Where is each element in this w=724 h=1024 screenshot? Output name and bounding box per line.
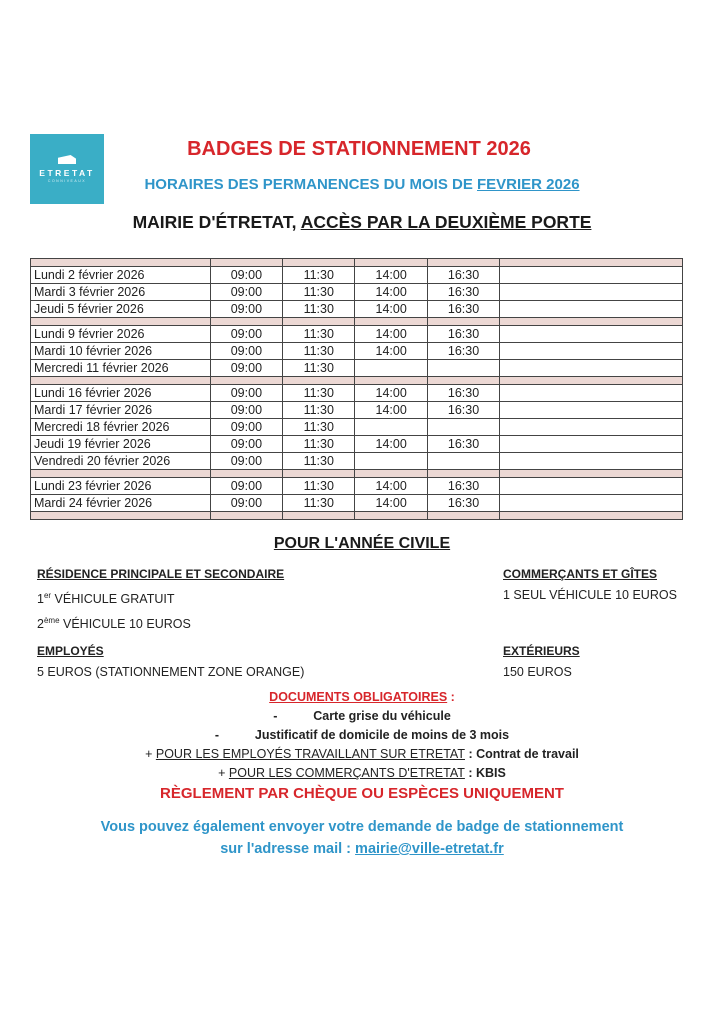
morning-end-cell: 11:30 bbox=[283, 284, 355, 301]
week-separator-row bbox=[31, 512, 683, 520]
afternoon-start-cell: 14:00 bbox=[355, 343, 427, 360]
morning-start-cell: 09:00 bbox=[210, 343, 282, 360]
commercants-heading: COMMERÇANTS ET GÎTES bbox=[503, 567, 658, 581]
separator-cell bbox=[500, 512, 683, 520]
morning-start-cell: 09:00 bbox=[210, 495, 282, 512]
table-row bbox=[31, 495, 683, 512]
notes-cell bbox=[500, 453, 683, 470]
week-separator-row bbox=[31, 377, 683, 385]
date-cell: Lundi 16 février 2026 bbox=[31, 385, 211, 402]
afternoon-start-cell: 14:00 bbox=[355, 385, 427, 402]
notes-cell bbox=[500, 360, 683, 377]
ordinal-suffix: er bbox=[43, 591, 52, 600]
separator-cell bbox=[355, 377, 427, 385]
page-subtitle bbox=[0, 176, 724, 193]
notes-cell bbox=[500, 478, 683, 495]
morning-start-cell: 09:00 bbox=[210, 402, 282, 419]
plus-prefix: + bbox=[145, 747, 156, 761]
table-row bbox=[31, 385, 683, 402]
ordinal: 2 bbox=[37, 617, 44, 632]
separator-cell bbox=[283, 512, 355, 520]
employes-heading: EMPLOYÉS bbox=[37, 644, 104, 658]
table-row bbox=[31, 478, 683, 495]
date-cell: Jeudi 5 février 2026 bbox=[31, 301, 211, 318]
afternoon-end-cell: 16:30 bbox=[427, 436, 499, 453]
morning-end-cell: 11:30 bbox=[283, 453, 355, 470]
document-item-2 bbox=[0, 726, 724, 745]
morning-start-cell: 09:00 bbox=[210, 436, 282, 453]
morning-start-cell: 09:00 bbox=[210, 453, 282, 470]
employes-block bbox=[37, 641, 304, 683]
document-item-1 bbox=[0, 707, 724, 726]
separator-cell bbox=[210, 470, 282, 478]
morning-end-cell: 11:30 bbox=[283, 495, 355, 512]
afternoon-end-cell bbox=[427, 360, 499, 377]
contact-line-2 bbox=[0, 838, 724, 860]
commercants-block bbox=[503, 564, 677, 606]
dash-bullet: - bbox=[214, 728, 220, 742]
date-cell: Mardi 24 février 2026 bbox=[31, 495, 211, 512]
documents-heading bbox=[0, 688, 724, 707]
separator-cell bbox=[500, 259, 683, 267]
separator-cell bbox=[31, 318, 211, 326]
document-item-1-text: Carte grise du véhicule bbox=[313, 709, 451, 723]
morning-end-cell: 11:30 bbox=[283, 436, 355, 453]
morning-end-cell: 11:30 bbox=[283, 326, 355, 343]
separator-cell bbox=[31, 470, 211, 478]
ordinal-suffix: ème bbox=[43, 616, 60, 626]
afternoon-start-cell: 14:00 bbox=[355, 301, 427, 318]
notes-cell bbox=[500, 284, 683, 301]
separator-cell bbox=[427, 512, 499, 520]
morning-start-cell: 09:00 bbox=[210, 284, 282, 301]
afternoon-end-cell: 16:30 bbox=[427, 284, 499, 301]
separator-cell bbox=[210, 259, 282, 267]
location-access: ACCÈS PAR LA DEUXIÈME PORTE bbox=[300, 212, 592, 232]
afternoon-end-cell: 16:30 bbox=[427, 385, 499, 402]
ordinal: 1 bbox=[37, 592, 44, 607]
document-employes bbox=[0, 745, 724, 764]
separator-cell bbox=[355, 318, 427, 326]
afternoon-end-cell: 16:30 bbox=[427, 343, 499, 360]
separator-cell bbox=[427, 259, 499, 267]
separator-cell bbox=[210, 512, 282, 520]
date-cell: Mardi 3 février 2026 bbox=[31, 284, 211, 301]
table-row bbox=[31, 267, 683, 284]
document-item-2-text: Justificatif de domicile de moins de 3 mois bbox=[254, 728, 510, 742]
notes-cell bbox=[500, 402, 683, 419]
subtitle-prefix: HORAIRES DES PERMANENCES DU MOIS DE bbox=[144, 176, 477, 193]
morning-start-cell: 09:00 bbox=[210, 419, 282, 436]
documents-heading-text: DOCUMENTS OBLIGATOIRES bbox=[269, 690, 448, 704]
afternoon-end-cell: 16:30 bbox=[427, 495, 499, 512]
week-separator-row bbox=[31, 470, 683, 478]
separator-cell bbox=[500, 318, 683, 326]
documents-section bbox=[0, 688, 724, 805]
separator-cell bbox=[283, 377, 355, 385]
payment-notice: RÈGLEMENT PAR CHÈQUE OU ESPÈCES UNIQUEMENT bbox=[160, 785, 564, 802]
commercants-text: 1 SEUL VÉHICULE 10 EUROS bbox=[503, 588, 677, 602]
subtitle-month: FEVRIER 2026 bbox=[477, 176, 580, 193]
table-row bbox=[31, 301, 683, 318]
table-row bbox=[31, 326, 683, 343]
morning-start-cell: 09:00 bbox=[210, 301, 282, 318]
afternoon-start-cell: 14:00 bbox=[355, 495, 427, 512]
morning-start-cell: 09:00 bbox=[210, 360, 282, 377]
residence-line-1-text: VÉHICULE GRATUIT bbox=[51, 592, 175, 607]
date-cell: Mardi 10 février 2026 bbox=[31, 343, 211, 360]
contact-section bbox=[0, 816, 724, 860]
afternoon-end-cell: 16:30 bbox=[427, 402, 499, 419]
residence-line-2-text: VÉHICULE 10 EUROS bbox=[59, 617, 191, 632]
logo-name: ETRETAT bbox=[39, 168, 95, 178]
afternoon-start-cell: 14:00 bbox=[355, 284, 427, 301]
notes-cell bbox=[500, 301, 683, 318]
logo-tagline: CONNIVEAUX bbox=[47, 179, 87, 183]
afternoon-start-cell bbox=[355, 419, 427, 436]
separator-cell bbox=[355, 259, 427, 267]
morning-end-cell: 11:30 bbox=[283, 267, 355, 284]
separator-cell bbox=[283, 470, 355, 478]
afternoon-end-cell: 16:30 bbox=[427, 478, 499, 495]
table-row bbox=[31, 419, 683, 436]
afternoon-start-cell bbox=[355, 360, 427, 377]
documents-colon: : bbox=[447, 690, 455, 704]
exterieurs-text: 150 EUROS bbox=[503, 665, 572, 679]
separator-cell bbox=[427, 470, 499, 478]
commercants-label: POUR LES COMMERÇANTS D'ETRETAT bbox=[228, 766, 465, 780]
employes-text: 5 EUROS (STATIONNEMENT ZONE ORANGE) bbox=[37, 665, 305, 679]
page-title: BADGES DE STATIONNEMENT 2026 bbox=[187, 138, 531, 160]
afternoon-end-cell: 16:30 bbox=[427, 301, 499, 318]
date-cell: Lundi 9 février 2026 bbox=[31, 326, 211, 343]
separator-cell bbox=[427, 377, 499, 385]
notes-cell bbox=[500, 343, 683, 360]
date-cell: Mercredi 11 février 2026 bbox=[31, 360, 211, 377]
separator-cell bbox=[210, 318, 282, 326]
morning-end-cell: 11:30 bbox=[283, 402, 355, 419]
table-row bbox=[31, 402, 683, 419]
date-cell: Lundi 23 février 2026 bbox=[31, 478, 211, 495]
afternoon-start-cell: 14:00 bbox=[355, 478, 427, 495]
plus-prefix: + bbox=[218, 766, 229, 780]
document-commercants bbox=[0, 764, 724, 783]
dash-bullet: - bbox=[273, 709, 278, 723]
notes-cell bbox=[500, 419, 683, 436]
employes-label: POUR LES EMPLOYÉS TRAVAILLANT SUR ETRETAT bbox=[155, 747, 465, 761]
morning-start-cell: 09:00 bbox=[210, 385, 282, 402]
separator-cell bbox=[500, 377, 683, 385]
separator-cell bbox=[500, 470, 683, 478]
table-row bbox=[31, 436, 683, 453]
morning-start-cell: 09:00 bbox=[210, 326, 282, 343]
table-row bbox=[31, 360, 683, 377]
separator-cell bbox=[31, 259, 211, 267]
separator-cell bbox=[427, 318, 499, 326]
afternoon-start-cell: 14:00 bbox=[355, 267, 427, 284]
notes-cell bbox=[500, 326, 683, 343]
date-cell: Mercredi 18 février 2026 bbox=[31, 419, 211, 436]
date-cell: Jeudi 19 février 2026 bbox=[31, 436, 211, 453]
notes-cell bbox=[500, 495, 683, 512]
afternoon-start-cell: 14:00 bbox=[355, 402, 427, 419]
annual-heading: POUR L'ANNÉE CIVILE bbox=[273, 535, 451, 552]
residence-line-2 bbox=[37, 610, 284, 635]
location-prefix: MAIRIE D'ÉTRETAT, bbox=[132, 212, 301, 232]
morning-end-cell: 11:30 bbox=[283, 478, 355, 495]
afternoon-end-cell bbox=[427, 419, 499, 436]
schedule-table bbox=[30, 258, 683, 520]
employes-doc: : Contrat de travail bbox=[464, 747, 579, 761]
week-separator-row bbox=[31, 259, 683, 267]
table-row bbox=[31, 453, 683, 470]
notes-cell bbox=[500, 436, 683, 453]
separator-cell bbox=[31, 512, 211, 520]
morning-end-cell: 11:30 bbox=[283, 360, 355, 377]
commercants-doc: : KBIS bbox=[464, 766, 506, 780]
separator-cell bbox=[283, 318, 355, 326]
exterieurs-block bbox=[503, 641, 580, 683]
date-cell: Mardi 17 février 2026 bbox=[31, 402, 211, 419]
residence-block bbox=[37, 564, 284, 635]
afternoon-start-cell: 14:00 bbox=[355, 326, 427, 343]
table-row bbox=[31, 284, 683, 301]
morning-end-cell: 11:30 bbox=[283, 385, 355, 402]
week-separator-row bbox=[31, 318, 683, 326]
morning-end-cell: 11:30 bbox=[283, 419, 355, 436]
afternoon-end-cell: 16:30 bbox=[427, 267, 499, 284]
afternoon-end-cell bbox=[427, 453, 499, 470]
afternoon-end-cell: 16:30 bbox=[427, 326, 499, 343]
afternoon-start-cell: 14:00 bbox=[355, 436, 427, 453]
morning-start-cell: 09:00 bbox=[210, 267, 282, 284]
residence-heading: RÉSIDENCE PRINCIPALE ET SECONDAIRE bbox=[37, 567, 285, 581]
notes-cell bbox=[500, 385, 683, 402]
residence-line-1 bbox=[37, 585, 284, 610]
date-cell: Vendredi 20 février 2026 bbox=[31, 453, 211, 470]
notes-cell bbox=[500, 267, 683, 284]
table-row bbox=[31, 343, 683, 360]
morning-end-cell: 11:30 bbox=[283, 301, 355, 318]
email-link[interactable]: mairie@ville-etretat.fr bbox=[355, 841, 504, 857]
separator-cell bbox=[31, 377, 211, 385]
location-line bbox=[0, 212, 724, 233]
afternoon-start-cell bbox=[355, 453, 427, 470]
separator-cell bbox=[355, 470, 427, 478]
date-cell: Lundi 2 février 2026 bbox=[31, 267, 211, 284]
morning-start-cell: 09:00 bbox=[210, 478, 282, 495]
separator-cell bbox=[210, 377, 282, 385]
separator-cell bbox=[355, 512, 427, 520]
exterieurs-heading: EXTÉRIEURS bbox=[503, 644, 580, 658]
morning-end-cell: 11:30 bbox=[283, 343, 355, 360]
contact-line-1: Vous pouvez également envoyer votre demande de badge de stationnement bbox=[100, 819, 624, 835]
contact-prefix: sur l'adresse mail : bbox=[220, 841, 356, 857]
separator-cell bbox=[283, 259, 355, 267]
